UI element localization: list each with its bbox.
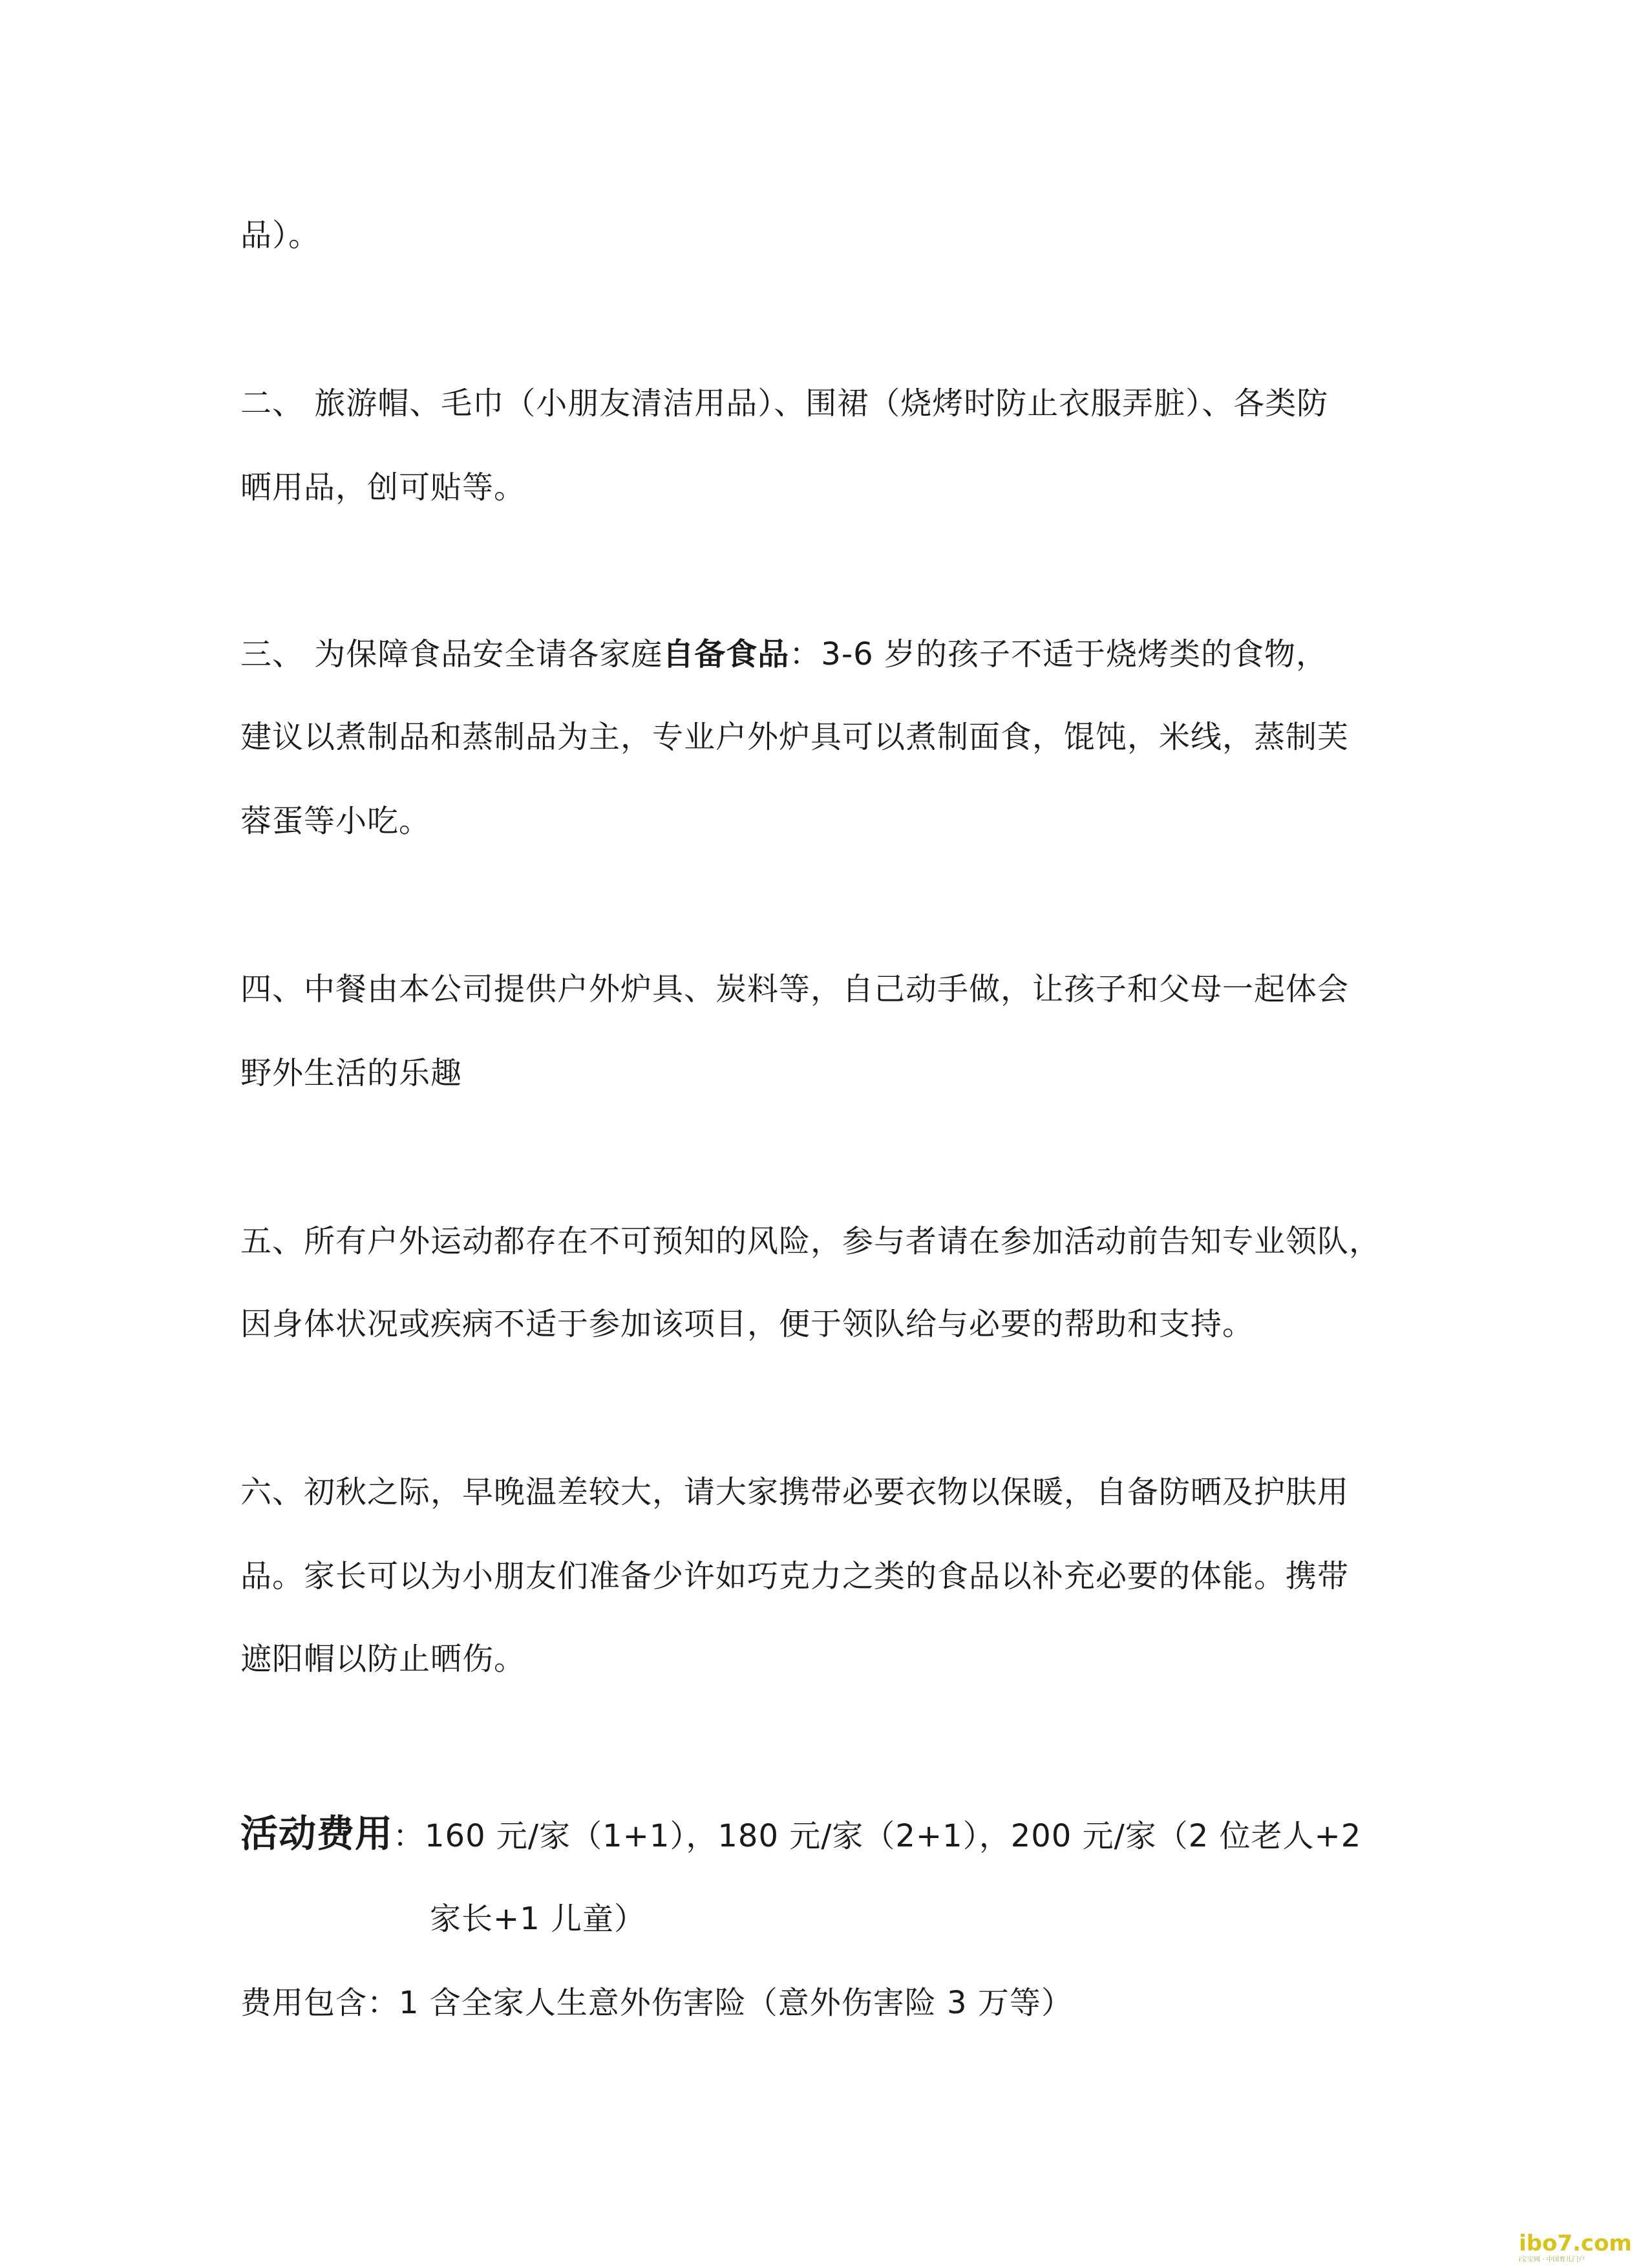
fee-line-cont: 家长+1 儿童）: [430, 1901, 646, 1937]
text-line-item-6: 六、初秋之际，早晚温差较大，请大家携带必要衣物以保暖，自备防晒及护肤用: [240, 1474, 1350, 1510]
fee-label: 活动费用: [240, 1812, 394, 1856]
text-line-item-6-cont-2: 遮阳帽以防止晒伤。: [240, 1641, 526, 1677]
watermark-sub-text: i宝宝网 · 中国育儿门户: [1519, 2256, 1585, 2263]
item-3-text-a: 三、 为保障食品安全请各家庭: [240, 636, 663, 672]
watermark-logo-text: ibo7.com: [1519, 2231, 1632, 2256]
fee-line: [240, 1813, 1361, 1857]
text-line-item-3-cont-2: 蓉蛋等小吃。: [240, 803, 431, 839]
text-line-item-5: 五、所有户外运动都存在不可预知的风险，参与者请在参加活动前告知专业领队，: [240, 1223, 1381, 1259]
item-3-bold-text: 自备食品: [662, 636, 790, 672]
fee-text: ：160 元/家（1+1），180 元/家（2+1），200 元/家（2 位老人+2: [393, 1818, 1362, 1854]
text-line-item-3: [240, 634, 1328, 675]
text-line-item-2: 二、 旅游帽、毛巾（小朋友清洁用品）、围裙（烧烤时防止衣服弄脏）、各类防: [240, 385, 1329, 422]
fee-includes-line: 费用包含：1 含全家人生意外伤害险（意外伤害险 3 万等）: [240, 1985, 1073, 2021]
text-line-item-3-cont-1: 建议以煮制品和蒸制品为主，专业户外炉具可以煮制面食，馄饨，米线，蒸制芙: [240, 719, 1350, 755]
text-line-item-6-cont-1: 品。家长可以为小朋友们准备少许如巧克力之类的食品以补充必要的体能。携带: [240, 1558, 1350, 1594]
text-line-1: 品）。: [240, 217, 321, 253]
text-line-item-4: 四、中餐由本公司提供户外炉具、炭料等，自己动手做，让孩子和父母一起体会: [240, 971, 1350, 1007]
text-line-item-4-cont: 野外生活的乐趣: [240, 1055, 463, 1091]
site-logo-watermark: [1519, 2231, 1632, 2264]
text-line-item-2-cont: 晒用品，创可贴等。: [240, 469, 526, 506]
text-line-item-5-cont: 因身体状况或疾病不适于参加该项目，便于领队给与必要的帮助和支持。: [240, 1306, 1255, 1342]
item-3-text-c: ：3-6 岁的孩子不适于烧烤类的食物，: [789, 636, 1328, 672]
